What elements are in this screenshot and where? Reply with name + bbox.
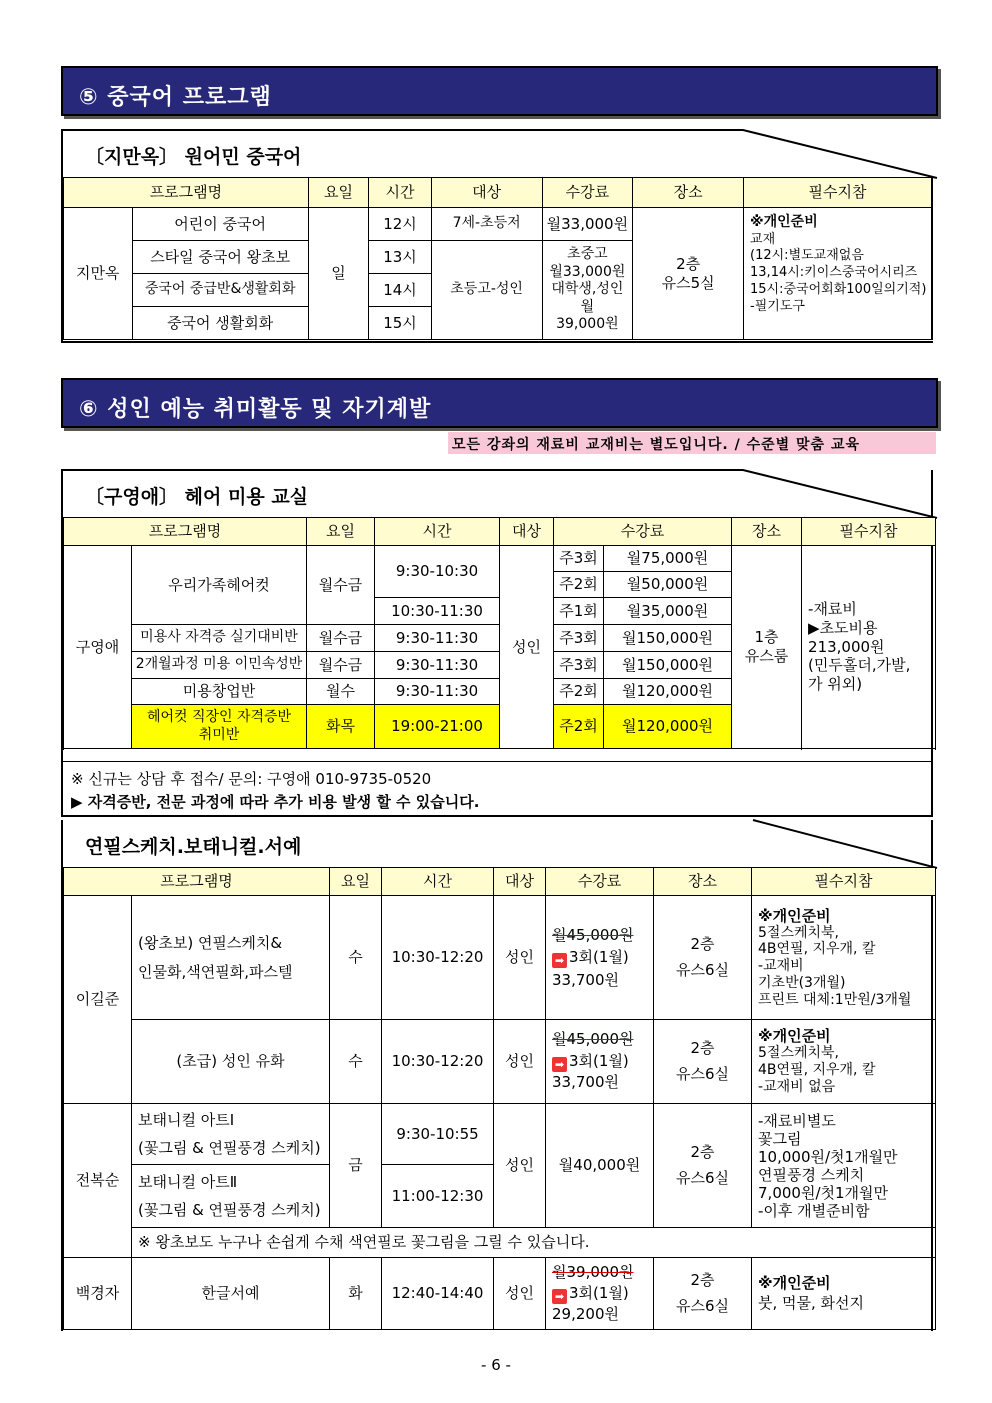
must-text: 교재 (12시:별도교재없음 13,14시:키이스중국어시리즈 15시:중국어회화100일의기적) -필기도구 (750, 231, 927, 315)
time-cell: 10:30-12:20 (382, 896, 494, 1020)
must-cell (752, 896, 936, 1020)
header-place: 장소 (633, 178, 744, 208)
botanical-note: ※ 왕초보도 누구나 손쉽게 수채 색연필로 꽃그림을 그릴 수 있습니다. (132, 1228, 936, 1258)
fee-amount: 월150,000원 (604, 652, 732, 679)
target-cell: 성인 (494, 1258, 546, 1330)
chinese-program-box (61, 130, 933, 343)
place-cell: 2층 유스6실 (654, 1104, 752, 1228)
fee-freq: 주3회 (554, 652, 604, 679)
fee-discount-label: 3회(1월) (569, 948, 629, 967)
header-must: 필수지참 (752, 868, 936, 896)
time-cell: 15시 (369, 307, 431, 340)
day-cell: 화목 (307, 705, 375, 749)
time-cell: 9:30-11:30 (375, 679, 500, 705)
teacher-cell: 지만옥 (64, 208, 133, 340)
program-name: 2개월과정 미용 이민속성반 (132, 652, 307, 679)
chinese-box-title: 〔지만옥〕 원어민 중국어 (85, 146, 302, 168)
pencil-box-title: 연필스케치.보태니컬.서예 (85, 836, 302, 858)
target-cell: 성인 (494, 896, 546, 1020)
fee-discount (552, 1283, 651, 1304)
time-cell: 19:00-21:00 (375, 705, 500, 749)
note-contact: ※ 신규는 상담 후 접수/ 문의: 구영애 010-9735-0520 (71, 770, 432, 788)
header-day: 요일 (330, 868, 382, 896)
fee-cell: 월40,000원 (546, 1104, 654, 1228)
section-5-header (61, 66, 938, 116)
day-cell: 일 (308, 208, 368, 340)
fee-freq: 주3회 (554, 546, 604, 572)
day-cell: 화 (330, 1258, 382, 1330)
must-title: ※개인준비 (750, 214, 818, 230)
place-cell: 2층 유스5실 (633, 208, 744, 340)
fee-freq: 주2회 (554, 572, 604, 598)
time-cell: 9:30-10:55 (382, 1104, 494, 1165)
must-title: ※개인준비 (758, 1274, 831, 1292)
fee-old: 월39,000원 (552, 1263, 634, 1281)
fee-freq: 주2회 (554, 705, 604, 749)
header-fee: 수강료 (542, 178, 633, 208)
fee-discount (552, 946, 651, 969)
fee-freq: 주2회 (554, 679, 604, 705)
program-name: 우리가족헤어컷 (132, 546, 307, 625)
fee-new: 33,700원 (552, 1073, 619, 1092)
program-name: 중국어 중급반&생활회화 (132, 274, 308, 307)
hair-box-title: 〔구영애〕 헤어 미용 교실 (85, 486, 309, 508)
day-cell: 수 (330, 1020, 382, 1104)
fee-cell: 월33,000원 (542, 208, 633, 241)
header-day: 요일 (308, 178, 368, 208)
time-cell: 10:30-12:20 (382, 1020, 494, 1104)
fee-cell (546, 896, 654, 1020)
must-cell (752, 1258, 936, 1330)
pencil-table (63, 867, 936, 1330)
fee-discount-label: 3회(1월) (569, 1284, 629, 1302)
target-cell: 성인 (494, 1020, 546, 1104)
fee-amount: 월120,000원 (604, 679, 732, 705)
must-text: 붓, 먹물, 화선지 (758, 1293, 865, 1312)
program-name: 중국어 생활회화 (132, 307, 308, 340)
time-cell: 11:00-12:30 (382, 1165, 494, 1228)
fee-amount: 월120,000원 (604, 705, 732, 749)
header-must: 필수지참 (802, 518, 936, 546)
header-program: 프로그램명 (64, 178, 309, 208)
must-cell (752, 1020, 936, 1104)
program-name: 스타일 중국어 왕초보 (132, 241, 308, 274)
time-cell: 9:30-11:30 (375, 625, 500, 652)
day-cell: 월수금 (307, 652, 375, 679)
program-name: 헤어컷 직장인 자격증반 취미반 (132, 705, 307, 749)
place-cell: 2층 유스6실 (654, 1020, 752, 1104)
program-name: 한글서예 (132, 1258, 330, 1330)
header-program: 프로그램명 (64, 518, 307, 546)
fee-discount-label: 3회(1월) (569, 1051, 629, 1070)
place-cell: 2층 유스6실 (654, 1258, 752, 1330)
day-cell: 월수금 (307, 546, 375, 625)
pencil-program-box (61, 820, 933, 1331)
header-time: 시간 (382, 868, 494, 896)
fee-amount: 월35,000원 (604, 598, 732, 625)
fee-amount: 월150,000원 (604, 625, 732, 652)
fee-discount (552, 1051, 651, 1073)
header-time: 시간 (369, 178, 431, 208)
must-text: 5절스케치북, 4B연필, 지우개, 칼 -교재비 기초반(3개월) 프린트 대체:1만원/3개월 (758, 924, 912, 1008)
time-cell: 9:30-10:30 (375, 546, 500, 598)
place-cell: 2층 유스6실 (654, 896, 752, 1020)
target-cell: 성인 (494, 1104, 546, 1228)
target-cell: 성인 (500, 546, 554, 749)
arrow-right-icon: ➡ (552, 953, 567, 968)
header-target: 대상 (494, 868, 546, 896)
fee-amount: 월50,000원 (604, 572, 732, 598)
note-extra-cost: ▶ 자격증반, 전문 과정에 따라 추가 비용 발생 할 수 있습니다. (71, 793, 480, 811)
program-name: 보태니컬 아트Ⅰ (꽃그림 & 연필풍경 스케치) (132, 1104, 330, 1165)
header-day: 요일 (307, 518, 375, 546)
must-text: 5절스케치북, 4B연필, 지우개, 칼 -교재비 없음 (758, 1045, 876, 1095)
must-cell: -재료비별도 꽃그림 10,000원/첫1개월만 연필풍경 스케치 7,000원/첫1개월만 -이후 개별준비함 (752, 1104, 936, 1228)
day-cell: 금 (330, 1104, 382, 1228)
target-cell: 7세-초등저 (431, 208, 542, 241)
chinese-table (63, 177, 933, 340)
fee-old: 월45,000원 (552, 925, 634, 944)
target-cell: 초등고-성인 (431, 241, 542, 340)
place-cell: 1층 유스룸 (732, 546, 802, 749)
header-fee: 수강료 (554, 518, 732, 546)
header-place: 장소 (654, 868, 752, 896)
fee-amount: 월75,000원 (604, 546, 732, 572)
program-name: 어린이 중국어 (132, 208, 308, 241)
section-6-title: ⑥ 성인 예능 취미활동 및 자기계발 (79, 397, 432, 422)
time-cell: 12:40-14:40 (382, 1258, 494, 1330)
fee-old: 월45,000원 (552, 1029, 634, 1048)
page-number: - 6 - (481, 1356, 511, 1374)
time-cell: 13시 (369, 241, 431, 274)
fee-cell: 초중고 월33,000원 대학생,성인 월 39,000원 (542, 241, 633, 340)
header-place: 장소 (732, 518, 802, 546)
program-name: 미용사 자격증 실기대비반 (132, 625, 307, 652)
teacher-cell: 구영애 (64, 546, 132, 749)
notice-banner: 모든 강좌의 재료비 교재비는 별도입니다. / 수준별 맞춤 교육 (448, 432, 936, 454)
header-must: 필수지참 (744, 178, 932, 208)
day-cell: 수 (330, 896, 382, 1020)
program-name: 보태니컬 아트Ⅱ (꽃그림 & 연필풍경 스케치) (132, 1165, 330, 1228)
time-cell: 14시 (369, 274, 431, 307)
teacher-cell: 전복순 (64, 1104, 132, 1258)
header-fee: 수강료 (546, 868, 654, 896)
program-name: (초급) 성인 유화 (132, 1020, 330, 1104)
section-5-title: ⑤ 중국어 프로그램 (79, 85, 272, 110)
day-cell: 월수 (307, 679, 375, 705)
fee-cell (546, 1258, 654, 1330)
arrow-right-icon: ➡ (552, 1289, 567, 1304)
fee-new: 29,200원 (552, 1305, 619, 1323)
must-cell: -재료비 ▶초도비용 213,000원 (민두홀더,가발, 가 위외) (802, 546, 936, 749)
teacher-cell: 이길준 (64, 896, 132, 1104)
day-cell: 월수금 (307, 625, 375, 652)
must-title: ※개인준비 (758, 906, 831, 925)
fee-new: 33,700원 (552, 970, 619, 989)
program-name: (왕초보) 연필스케치& 인물화,색연필화,파스텔 (132, 896, 330, 1020)
header-time: 시간 (375, 518, 500, 546)
time-cell: 9:30-11:30 (375, 652, 500, 679)
hair-notes (63, 761, 931, 814)
teacher-cell: 백경자 (64, 1258, 132, 1330)
hair-table (63, 517, 936, 749)
must-cell (744, 208, 932, 340)
must-title: ※개인준비 (758, 1027, 831, 1046)
program-name: 미용창업반 (132, 679, 307, 705)
section-6-header (61, 378, 938, 428)
fee-cell (546, 1020, 654, 1104)
fee-freq: 주3회 (554, 625, 604, 652)
header-program: 프로그램명 (64, 868, 330, 896)
arrow-right-icon: ➡ (552, 1057, 567, 1072)
fee-freq: 주1회 (554, 598, 604, 625)
header-target: 대상 (500, 518, 554, 546)
hair-program-box (61, 470, 933, 817)
time-cell: 12시 (369, 208, 431, 241)
time-cell: 10:30-11:30 (375, 598, 500, 625)
header-target: 대상 (431, 178, 542, 208)
